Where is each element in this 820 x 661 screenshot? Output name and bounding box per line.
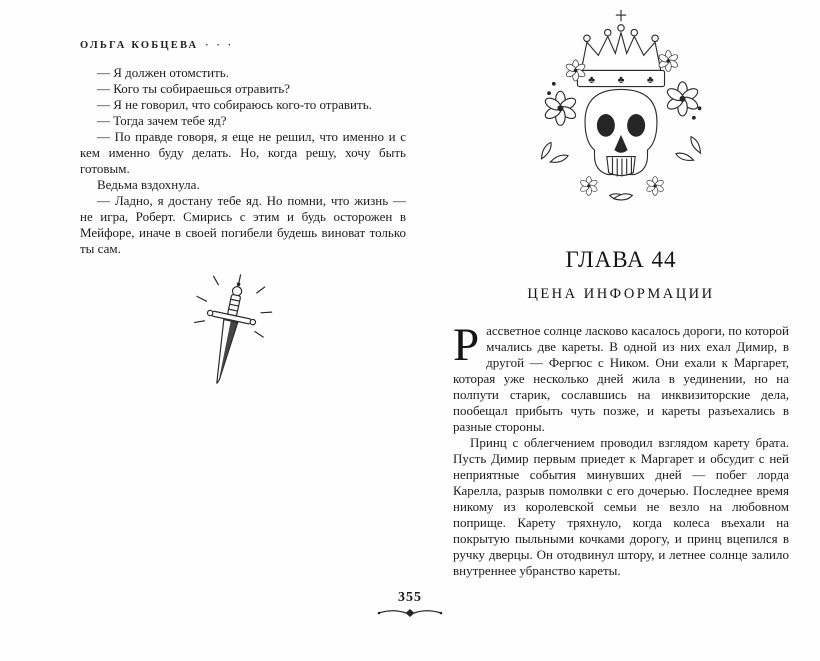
dialogue-line: — По правде говоря, я еще не решил, что именно и с кем именно буду делать. Но, когда решу, хочу быть готовым.: [80, 129, 406, 176]
dagger-illustration: [80, 273, 406, 406]
paragraph: Принц с облегчением проводил взглядом карету брата. Пусть Димир первым приедет к Маргарет и обсудит с ней неприятные события минувших дней — побег лорда Карелла, разрыв помолвки с его дочерью. Последнее время никому из королевской семьи не везло на любовном поприще. Карету тряхнуло, когда колеса въехали на покрытую пыльными кочками дорогу, и принц вцепился в ручку дверцы. Он отодвинул штору, и летнее солнце залило внутреннее убранство кареты.: [453, 435, 789, 578]
skull-crown-illustration: [453, 8, 789, 225]
dialogue-line: — Я не говорил, что собираюсь кого-то отравить.: [97, 97, 372, 112]
chapter-subtitle: ЦЕНА ИНФОРМАЦИИ: [527, 286, 715, 302]
dialogue-line: — Я должен отомстить.: [97, 65, 229, 80]
left-page: [80, 40, 406, 406]
narration-line: Ведьма вздохнула.: [97, 177, 200, 192]
running-header: [80, 40, 406, 51]
svg-text:♣: ♣: [617, 75, 625, 87]
paragraph: [453, 319, 789, 435]
chapter-title: ГЛАВА 44: [565, 247, 677, 272]
dialogue-line: — Ладно, я достану тебе яд. Но помни, что жизнь — не игра, Роберт. Смирись с этим и будь осторожен в Мейфоре, иначе в своей погибели будешь виноват только ты сам.: [80, 193, 406, 256]
paragraph-text: ассветное солнце ласково касалось дороги, по которой мчались две кареты. В одной из них ехал Димир, в другой — Фергюс с Ником. Они ехали к Маргарет, которая уже несколько дней жила в уединении, но на полпути старик, сославшись на инквизиторские дела, пообещал прибыть чуть позже, и кареты разъехались в разные стороны.: [453, 323, 789, 434]
right-page: [453, 8, 789, 579]
header-ornament: · · ·: [205, 40, 234, 50]
dagger-icon: [163, 273, 293, 401]
page-number: 355: [398, 590, 422, 605]
page-footer: [0, 590, 820, 619]
dialogue-line: — Тогда зачем тебе яд?: [97, 113, 227, 128]
folio-flourish-icon: [375, 607, 445, 619]
drop-cap: Р: [453, 319, 480, 371]
skull-crown-flowers-icon: [526, 8, 716, 220]
svg-text:♣: ♣: [646, 75, 654, 87]
author-name: ОЛЬГА КОБЦЕВА: [80, 40, 199, 51]
left-page-text: [80, 65, 406, 257]
right-page-text: [453, 319, 789, 579]
svg-text:♣: ♣: [588, 75, 596, 87]
dialogue-line: — Кого ты собираешься отравить?: [97, 81, 290, 96]
